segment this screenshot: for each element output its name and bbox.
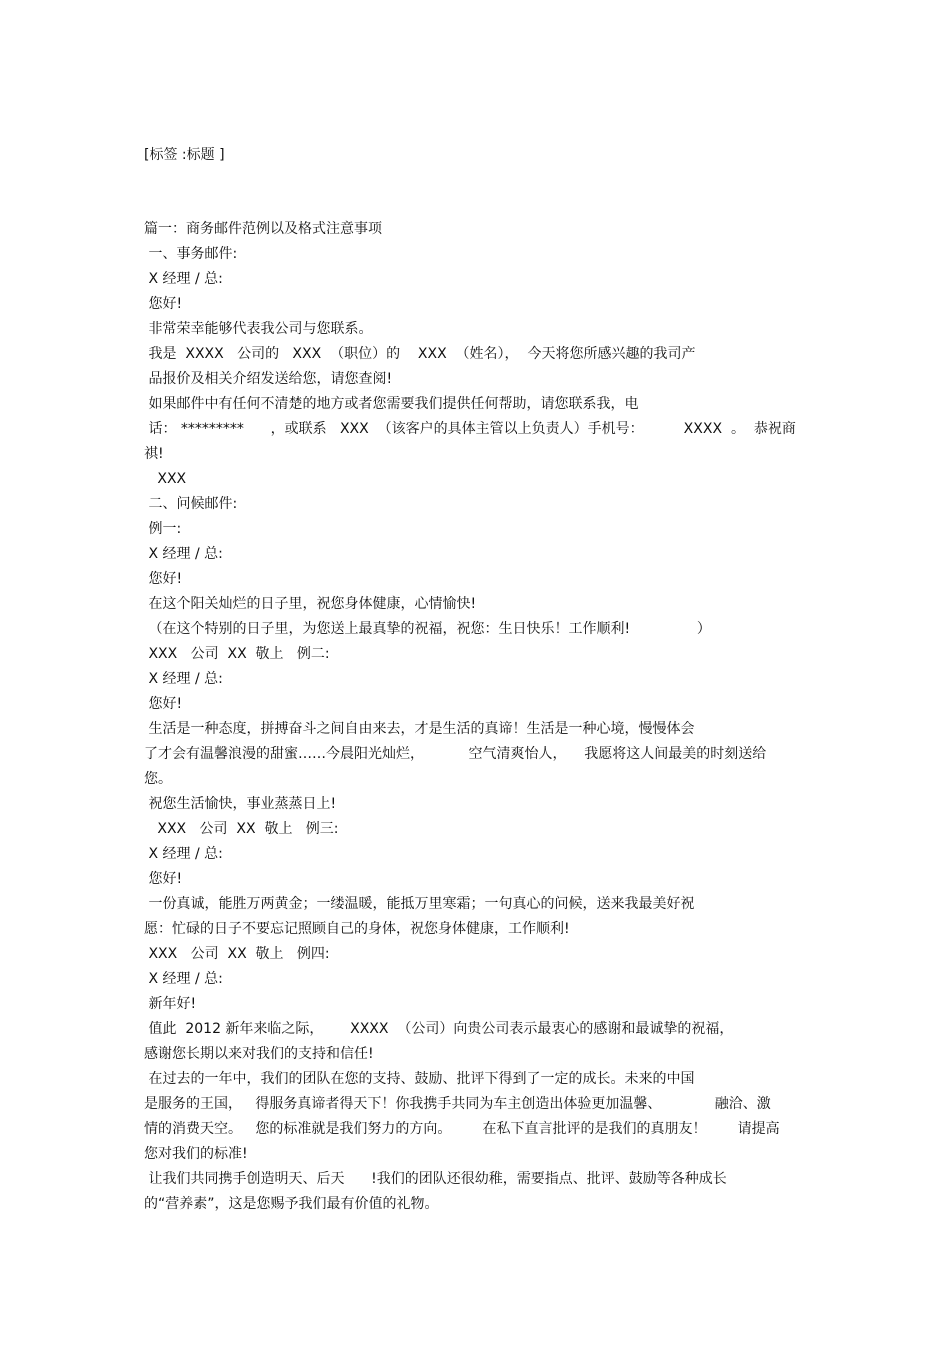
text-line: XXX 公司 XX 敬上 例二: bbox=[144, 646, 330, 662]
text-line: 是服务的王国， 得服务真谛者得天下！你我携手共同为车主创造出体验更加温馨、 融洽、激 bbox=[144, 1096, 771, 1112]
text-line: 您对我们的标准! bbox=[144, 1146, 248, 1162]
text-line: X 经理 / 总: bbox=[144, 546, 223, 562]
text-line: X 经理 / 总: bbox=[144, 671, 223, 687]
text-line: XXX bbox=[144, 471, 187, 487]
text-line: 祝您生活愉快，事业蒸蒸日上! bbox=[144, 796, 337, 812]
text-line: 了才会有温馨浪漫的甜蜜……今晨阳光灿烂， 空气清爽怡人， 我愿将这人间最美的时刻送给 bbox=[144, 746, 767, 762]
text-line: 您好! bbox=[144, 871, 183, 887]
text-line: 感谢您长期以来对我们的支持和信任! bbox=[144, 1046, 374, 1062]
text-line: 新年好! bbox=[144, 996, 197, 1012]
text-line: 在这个阳关灿烂的日子里，祝您身体健康，心情愉快! bbox=[144, 596, 477, 612]
text-line: XXX 公司 XX 敬上 例三: bbox=[144, 821, 339, 837]
text-line: 情的消费天空。 您的标准就是我们努力的方向。 在私下直言批评的是我们的真朋友！ 请提高 bbox=[144, 1121, 780, 1137]
text-line: 品报价及相关介绍发送给您，请您查阅! bbox=[144, 371, 393, 387]
text-line: 篇一：商务邮件范例以及格式注意事项 bbox=[144, 221, 382, 237]
text-line: 您好! bbox=[144, 571, 183, 587]
text-line: XXX 公司 XX 敬上 例四: bbox=[144, 946, 330, 962]
text-line: 让我们共同携手创造明天、后天 !我们的团队还很幼稚，需要指点、批评、鼓励等各种成长 bbox=[144, 1171, 727, 1187]
document-body bbox=[144, 217, 804, 1217]
text-line: 如果邮件中有任何不清楚的地方或者您需要我们提供任何帮助，请您联系我，电 bbox=[144, 396, 639, 412]
text-line: 您。 bbox=[144, 771, 172, 787]
text-line: 二、问候邮件: bbox=[144, 496, 238, 512]
document-tag: [标签 :标题 ] bbox=[144, 147, 225, 163]
text-line: 生活是一种态度，拼搏奋斗之间自由来去，才是生活的真谛！生活是一种心境，慢慢体会 bbox=[144, 721, 695, 737]
text-line: 值此 2012 新年来临之际， XXXX （公司）向贵公司表示最衷心的感谢和最诚挚的祝福， bbox=[144, 1021, 734, 1037]
text-line: 我是 XXXX 公司的 XXX （职位）的 XXX （姓名）， 今天将您所感兴趣的我司产 bbox=[144, 346, 696, 362]
text-line: X 经理 / 总: bbox=[144, 271, 223, 287]
text-line: 祺! bbox=[144, 446, 164, 462]
text-line: 一、事务邮件: bbox=[144, 246, 238, 262]
text-line: X 经理 / 总: bbox=[144, 846, 223, 862]
text-line: 愿：忙碌的日子不要忘记照顾自己的身体，祝您身体健康，工作顺利! bbox=[144, 921, 570, 937]
text-line: 您好! bbox=[144, 696, 183, 712]
text-line: 例一: bbox=[144, 521, 182, 537]
text-line: 您好! bbox=[144, 296, 183, 312]
text-line: 一份真诚，能胜万两黄金；一缕温暖，能抵万里寒霜；一句真心的问候，送来我最美好祝 bbox=[144, 896, 695, 912]
text-line: （在这个特别的日子里，为您送上最真挚的祝福，祝您：生日快乐！工作顺利! ） bbox=[144, 621, 711, 637]
text-line: 非常荣幸能够代表我公司与您联系。 bbox=[144, 321, 373, 337]
text-line: 话： ********* ，或联系 XXX （该客户的具体主管以上负责人）手机号： XXXX 。 恭祝商 bbox=[144, 421, 796, 437]
text-line: 在过去的一年中，我们的团队在您的支持、鼓励、批评下得到了一定的成长。未来的中国 bbox=[144, 1071, 695, 1087]
text-line: 的“营养素”，这是您赐予我们最有价值的礼物。 bbox=[144, 1196, 439, 1212]
text-line: X 经理 / 总: bbox=[144, 971, 223, 987]
